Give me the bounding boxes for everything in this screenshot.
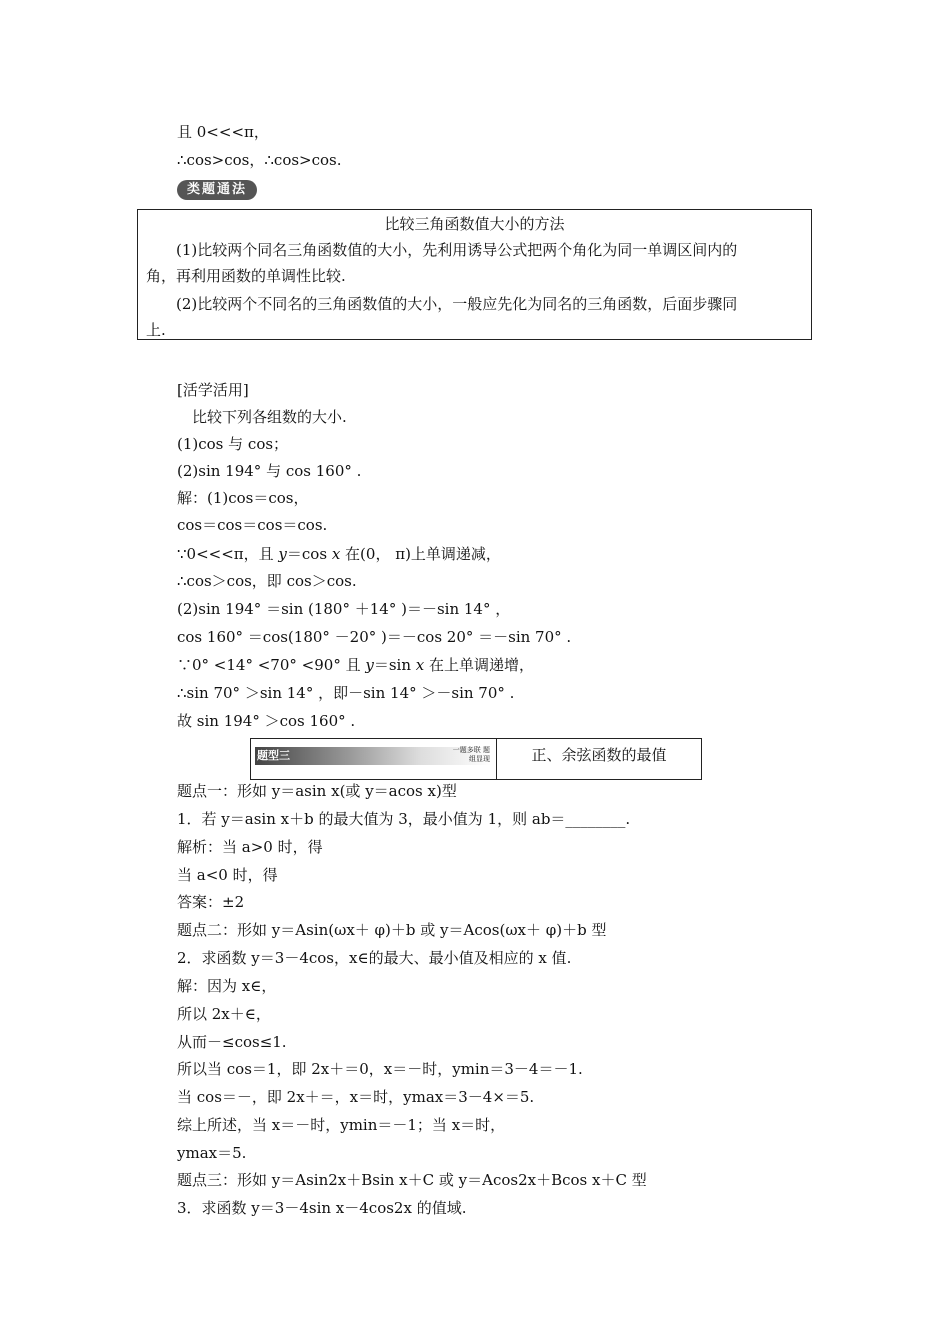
solution-line: 故 sin 194° ＞cos 160° . (177, 712, 356, 730)
solution-line: 解：(1)cos＝cos， (177, 489, 309, 507)
topic-heading: 题点二：形如 y＝Asin(ωx＋ φ)＋b 或 y＝Acos(ωx＋ φ)＋b 型 (177, 921, 607, 939)
box-line: (1)比较两个同名三角函数值的大小，先利用诱导公式把两个角化为同一单调区间内的 (146, 241, 738, 259)
type-header-table (250, 738, 702, 780)
solution-line: ∴sin 70° ＞sin 14° ，即－sin 14° ＞－sin 70° . (177, 684, 515, 702)
box-line: 角，再利用函数的单调性比较. (146, 267, 346, 285)
box-line: 上. (146, 321, 166, 339)
practice-task: 比较下列各组数的大小. (177, 408, 347, 426)
solution-line: 从而－≤cos≤1. (177, 1033, 287, 1051)
solution-line: ymax＝5. (177, 1144, 247, 1162)
problem-1: 1．若 y＝asin x＋b 的最大值为 3，最小值为 1，则 ab＝________. (177, 810, 631, 828)
method-box (137, 209, 812, 340)
problem-2: 2．求函数 y＝3－4cos，x∈的最大、最小值及相应的 x 值. (177, 949, 572, 967)
solution-line: 当 a<0 时，得 (177, 866, 278, 884)
solution-line: 所以当 cos＝1，即 2x＋＝0，x＝－时，ymin＝3－4＝－1. (177, 1060, 583, 1078)
type-label: 题型三 (257, 749, 290, 762)
type-header-banner (251, 739, 497, 779)
solution-line: 解：因为 x∈， (177, 977, 277, 995)
type-title: 正、余弦函数的最值 (531, 746, 667, 764)
solution-line: ∵0<<<π，且 y＝cos x 在(0， π)上单调递减， (177, 545, 501, 563)
problem-3: 3．求函数 y＝3－4sin x－4cos2x 的值域. (177, 1199, 467, 1217)
answer-line: 答案：±2 (177, 893, 245, 911)
section-tag: 类题通法 (177, 180, 257, 200)
solution-line: cos＝cos＝cos＝cos. (177, 516, 328, 534)
text-line: 且 0<<<π， (177, 123, 269, 141)
solution-line: 解析：当 a>0 时，得 (177, 838, 323, 856)
type-subtitle: 一题多联 题组显现 (452, 746, 490, 763)
solution-line: ∴cos＞cos，即 cos＞cos. (177, 572, 357, 590)
text-line: ∴cos>cos，∴cos>cos. (177, 151, 342, 169)
topic-heading: 题点三：形如 y＝Asin2x＋Bsin x＋C 或 y＝Acos2x＋Bcos x＋C 型 (177, 1171, 647, 1189)
practice-header: [活学活用] (177, 381, 249, 399)
solution-line: 所以 2x＋∈， (177, 1005, 271, 1023)
solution-line: (2)sin 194° ＝sin (180° ＋14° )＝－sin 14° ， (177, 600, 511, 618)
solution-line: cos 160° ＝cos(180° －20° )＝－cos 20° ＝－sin 70° . (177, 628, 572, 646)
box-line: (2)比较两个不同名的三角函数值的大小，一般应先化为同名的三角函数，后面步骤同 (146, 295, 738, 313)
question-1: (1)cos 与 cos； (177, 435, 289, 453)
solution-line: ∵0° <14° <70° <90° 且 y＝sin x 在上单调递增， (177, 656, 535, 674)
solution-line: 当 cos＝－，即 2x＋＝，x＝时，ymax＝3－4×＝5. (177, 1088, 535, 1106)
solution-line: 综上所述，当 x＝－时，ymin＝－1；当 x＝时， (177, 1116, 506, 1134)
question-2: (2)sin 194° 与 cos 160° . (177, 462, 362, 480)
topic-heading: 题点一：形如 y＝asin x(或 y＝acos x)型 (177, 782, 457, 800)
box-title: 比较三角函数值大小的方法 (384, 215, 565, 233)
